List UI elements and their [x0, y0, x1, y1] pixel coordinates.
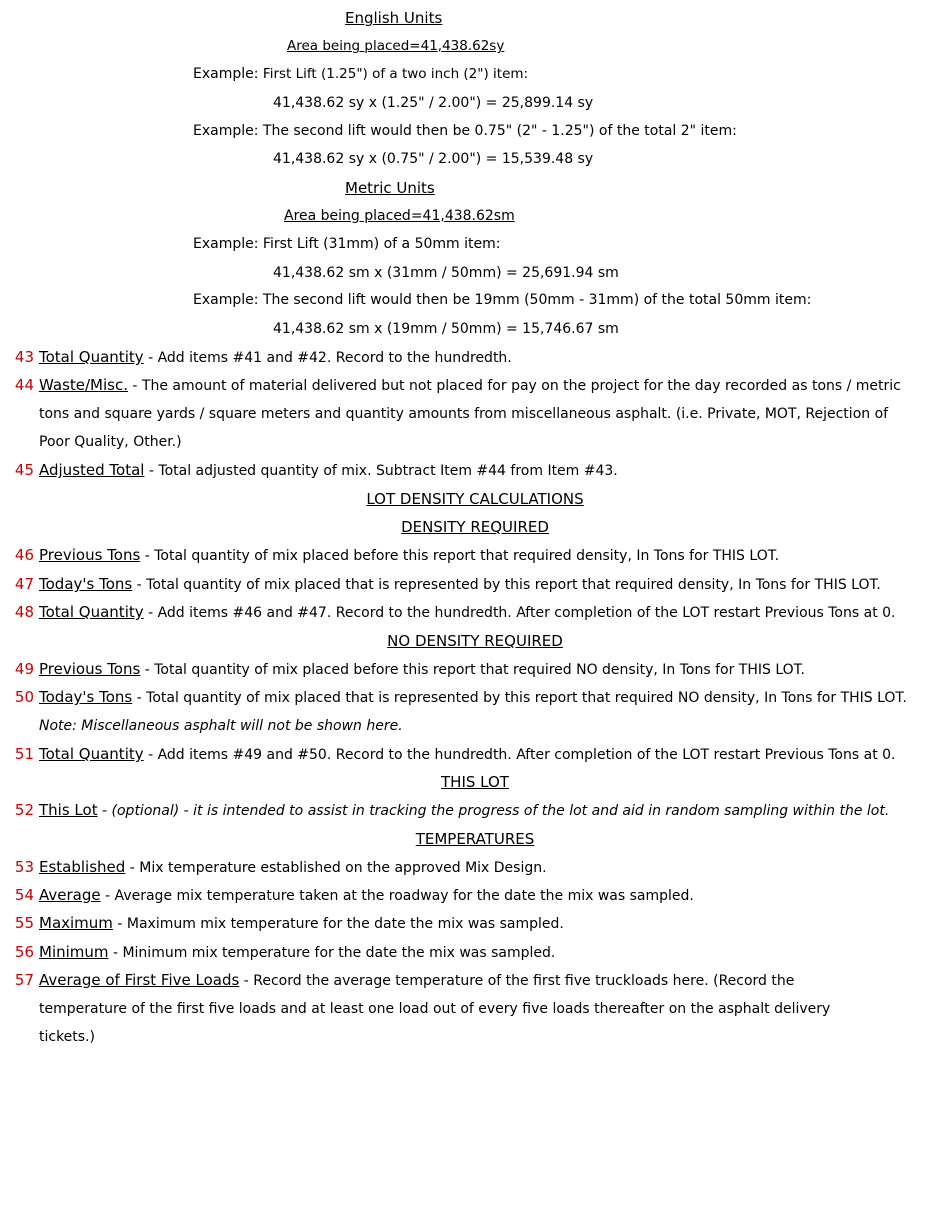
example-label: Example: — [193, 66, 259, 82]
item-number: 46 — [14, 546, 34, 564]
item-desc: - Total quantity of mix placed that is represented by this report that required density, In Tons for THIS LOT. — [132, 577, 881, 593]
item-54 — [39, 885, 694, 906]
item-desc: - Minimum mix temperature for the date the mix was sampled. — [108, 945, 556, 961]
item-number: 56 — [14, 943, 34, 961]
metric-example-1 — [193, 234, 500, 254]
item-55 — [39, 913, 564, 934]
item-term: Previous Tons — [39, 660, 141, 678]
english-example-2-calc: 41,438.62 sy x (0.75" / 2.00") = 15,539.48 sy — [273, 151, 594, 167]
item-53 — [39, 857, 547, 878]
item-57-continued: temperature of the first five loads and at least one load out of every five loads thereafter on the asphalt delivery — [39, 1001, 831, 1017]
item-term: Today's Tons — [39, 688, 133, 706]
item-term: Total Quantity — [39, 745, 144, 763]
item-52 — [39, 800, 889, 821]
item-desc: - Mix temperature established on the approved Mix Design. — [125, 860, 547, 876]
example-label: Example: — [193, 236, 259, 252]
item-term: Waste/Misc. — [39, 376, 128, 394]
english-example-2 — [193, 121, 737, 141]
item-term: Maximum — [39, 914, 113, 932]
section-heading — [0, 829, 950, 849]
item-43 — [39, 347, 512, 368]
item-57-continued: tickets.) — [39, 1029, 95, 1045]
item-number: 45 — [14, 461, 34, 479]
item-desc: - (optional) - it is intended to assist in tracking the progress of the lot and aid in random sampling within the lot. — [97, 803, 890, 819]
item-number: 55 — [14, 914, 34, 932]
item-term: Minimum — [39, 943, 109, 961]
item-49 — [39, 659, 805, 680]
example-text: The second lift would then be 19mm (50mm - 31mm) of the total 50mm item: — [262, 292, 812, 308]
metric-example-2 — [193, 290, 811, 310]
item-number: 50 — [14, 688, 34, 706]
item-number: 44 — [14, 376, 34, 394]
metric-units-heading: Metric Units — [345, 179, 435, 197]
item-term: Adjusted Total — [39, 461, 145, 479]
item-number: 53 — [14, 858, 34, 876]
item-number: 54 — [14, 886, 34, 904]
item-51 — [39, 744, 896, 765]
item-number: 51 — [14, 745, 34, 763]
metric-area: Area being placed=41,438.62sm — [284, 208, 515, 224]
item-desc: - Add items #46 and #47. Record to the hundredth. After completion of the LOT restart Previous Tons at 0. — [143, 605, 896, 621]
item-number: 52 — [14, 801, 34, 819]
item-term: Average — [39, 886, 101, 904]
item-term: Today's Tons — [39, 575, 133, 593]
item-desc: - Add items #49 and #50. Record to the hundredth. After completion of the LOT restart Previous Tons at 0. — [143, 747, 896, 763]
item-56 — [39, 942, 555, 963]
section-heading — [0, 631, 950, 651]
item-term: Average of First Five Loads — [39, 971, 240, 989]
this-lot-heading: THIS LOT — [441, 773, 509, 791]
item-48 — [39, 602, 896, 623]
item-number: 43 — [14, 348, 34, 366]
item-term: This Lot — [39, 801, 98, 819]
item-number: 49 — [14, 660, 34, 678]
example-text: First Lift (1.25") of a two inch (2") item: — [262, 66, 529, 82]
item-term: Total Quantity — [39, 603, 144, 621]
english-area: Area being placed=41,438.62sy — [287, 38, 505, 54]
item-desc: - Total quantity of mix placed before this report that required density, In Tons for THIS LOT. — [140, 548, 780, 564]
item-57 — [39, 970, 794, 991]
example-label: Example: — [193, 292, 259, 308]
item-50-note: Note: Miscellaneous asphalt will not be shown here. — [39, 718, 403, 734]
lot-density-heading: LOT DENSITY CALCULATIONS — [366, 490, 584, 508]
item-desc: - Average mix temperature taken at the roadway for the date the mix was sampled. — [100, 888, 694, 904]
item-term: Total Quantity — [39, 348, 144, 366]
item-number: 57 — [14, 971, 34, 989]
item-desc: - Record the average temperature of the first five truckloads here. (Record the — [239, 973, 795, 989]
density-required-heading: DENSITY REQUIRED — [401, 518, 549, 536]
section-heading — [0, 517, 950, 537]
item-44-continued: Poor Quality, Other.) — [39, 434, 182, 450]
english-example-1-calc: 41,438.62 sy x (1.25" / 2.00") = 25,899.14 sy — [273, 95, 594, 111]
item-desc: - Total quantity of mix placed before this report that required NO density, In Tons for THIS LOT. — [140, 662, 805, 678]
item-desc: - Total quantity of mix placed that is represented by this report that required NO density, In Tons for THIS LOT. — [132, 690, 907, 706]
item-desc: - The amount of material delivered but not placed for pay on the project for the day recorded as tons / metric — [127, 378, 901, 394]
item-term: Previous Tons — [39, 546, 141, 564]
item-desc: - Add items #41 and #42. Record to the hundredth. — [143, 350, 512, 366]
item-number: 48 — [14, 603, 34, 621]
metric-example-1-calc: 41,438.62 sm x (31mm / 50mm) = 25,691.94 sm — [273, 265, 619, 281]
metric-example-2-calc: 41,438.62 sm x (19mm / 50mm) = 15,746.67 sm — [273, 321, 619, 337]
item-45 — [39, 460, 618, 481]
english-example-1 — [193, 64, 528, 84]
item-44-continued: tons and square yards / square meters and quantity amounts from miscellaneous asphalt. (i.e. Private, MOT, Rejection of — [39, 406, 889, 422]
item-number: 47 — [14, 575, 34, 593]
item-desc: - Total adjusted quantity of mix. Subtract Item #44 from Item #43. — [144, 463, 618, 479]
temperatures-heading: TEMPERATURES — [415, 830, 535, 848]
example-text: The second lift would then be 0.75" (2" - 1.25") of the total 2" item: — [262, 123, 737, 139]
item-50 — [39, 687, 907, 708]
item-44 — [39, 375, 901, 396]
section-heading — [0, 489, 950, 509]
item-46 — [39, 545, 779, 566]
example-text: First Lift (31mm) of a 50mm item: — [262, 236, 501, 252]
english-units-heading: English Units — [345, 9, 443, 27]
no-density-required-heading: NO DENSITY REQUIRED — [387, 632, 563, 650]
item-desc: - Maximum mix temperature for the date the mix was sampled. — [112, 916, 564, 932]
example-label: Example: — [193, 123, 259, 139]
section-heading — [0, 772, 950, 792]
item-term: Established — [39, 858, 126, 876]
item-47 — [39, 574, 881, 595]
